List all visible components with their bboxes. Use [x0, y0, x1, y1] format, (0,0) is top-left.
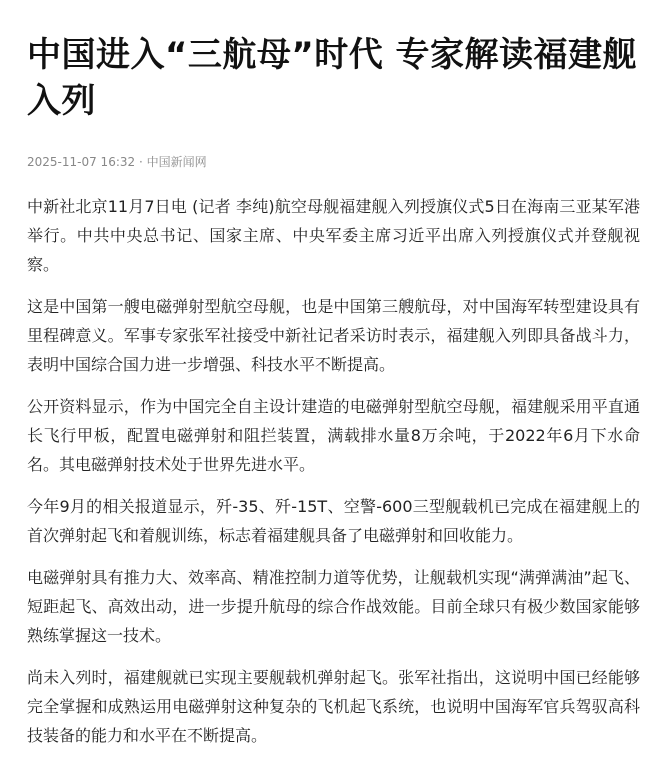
paragraph: 今年9月的相关报道显示，歼-35、歼-15T、空警-600三型舰载机已完成在福建舰上的首次弹射起飞和着舰训练，标志着福建舰具备了电磁弹射和回收能力。 — [27, 497, 640, 545]
paragraph: 这是中国第一艘电磁弹射型航空母舰，也是中国第三艘航母，对中国海军转型建设具有里程碑意义。军事专家张军社接受中新社记者采访时表示，福建舰入列即具备战斗力，表明中国综合国力进一步增强、科技水平不断提高。 — [27, 297, 640, 374]
article-title: 中国进入“三航母”时代 专家解读福建舰入列 — [27, 35, 638, 121]
publish-date: 2025-11-07 16:32 — [27, 155, 136, 169]
meta-separator: · — [135, 155, 147, 169]
paragraph: 中新社北京11月7日电 (记者 李纯)航空母舰福建舰入列授旗仪式5日在海南三亚某军港举行。中共中央总书记、国家主席、中央军委主席习近平出席入列授旗仪式并登舰视察。 — [27, 197, 640, 274]
article-meta — [27, 154, 640, 170]
news-source: 中国新闻网 — [146, 155, 207, 169]
paragraph: 尚未入列时，福建舰就已实现主要舰载机弹射起飞。张军社指出，这说明中国已经能够完全掌握和成熟运用电磁弹射这种复杂的飞机起飞系统，也说明中国海军官兵驾驭高科技装备的能力和水平在不断提高。 — [27, 668, 640, 745]
paragraph: 电磁弹射具有推力大、效率高、精准控制力道等优势，让舰载机实现“满弹满油”起飞、短距起飞、高效出动，进一步提升航母的综合作战效能。目前全球只有极少数国家能够熟练掌握这一技术。 — [27, 568, 640, 645]
article-body — [27, 192, 640, 750]
paragraph: 公开资料显示，作为中国完全自主设计建造的电磁弹射型航空母舰，福建舰采用平直通长飞行甲板，配置电磁弹射和阻拦装置，满载排水量8万余吨，于2022年6月下水命名。其电磁弹射技术处于世界先进水平。 — [27, 397, 640, 474]
